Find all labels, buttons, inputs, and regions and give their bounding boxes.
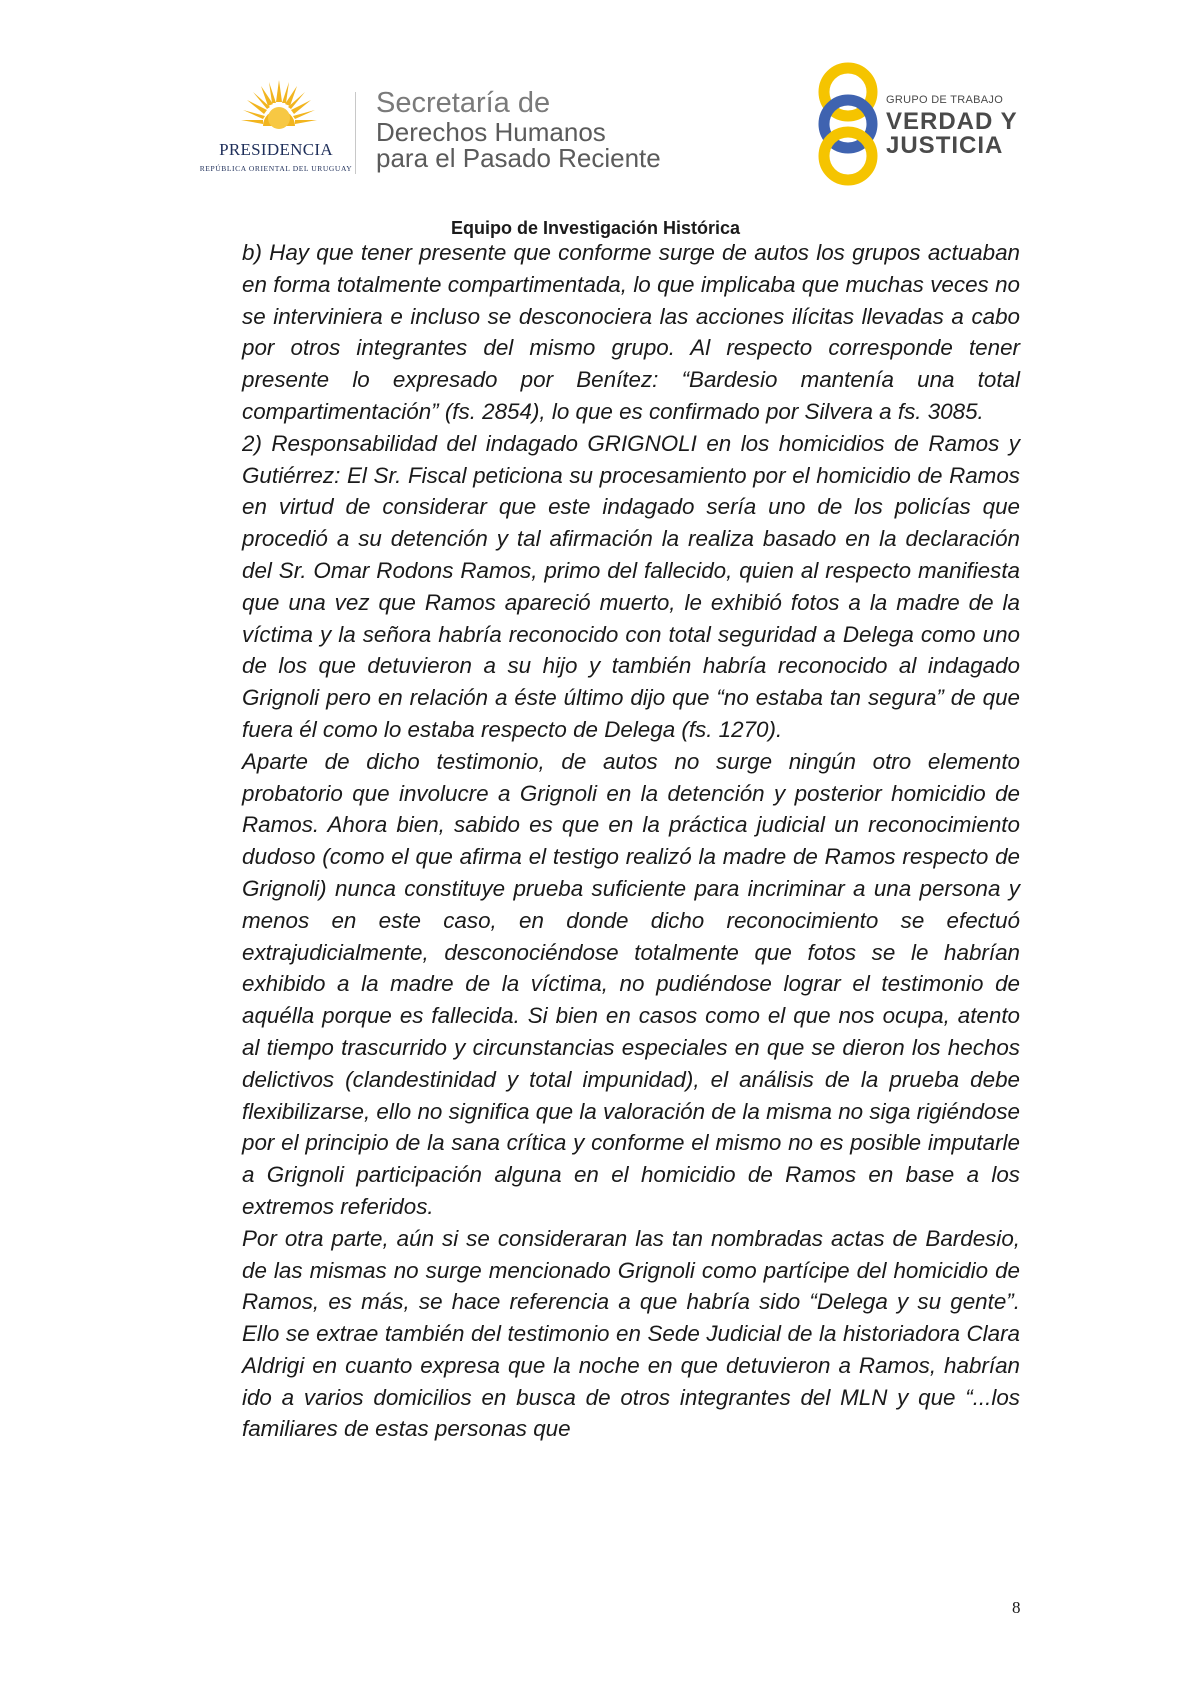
paragraph: b) Hay que tener presente que conforme surge de autos los grupos actuaban en forma totalmente compartimentada, lo que implicaba que muchas veces no se interviniera e incluso se desconociera las acciones ilícitas llevadas a cabo por otros integrantes del mismo grupo. Al respecto corresponde tener presente lo expresado por Benítez: “Bardesio mantenía una total compartimentación” (fs. 2854), lo que es confirmado por Silvera a fs. 3085. [242, 240, 1020, 424]
sun-icon [241, 78, 317, 138]
paragraph: 2) Responsabilidad del indagado GRIGNOLI en los homicidios de Ramos y Gutiérrez: El Sr. Fiscal peticiona su procesamiento por el homicidio de Ramos en virtud de considerar que este indagado sería uno de los policías que procedió a su detención y tal afirmación la realiza basado en la declaración del Sr. Omar Rodons Ramos, primo del fallecido, quien al respecto manifiesta que una vez que Ramos apareció muerto, le exhibió fotos a la madre de la víctima y la señora habría reconocido con total seguridad a Delega como uno de los que detuvieron a su hijo y también habría reconocido al indagado Grignoli pero en relación a éste último dijo que “no estaba tan segura” de que fuera él como lo estaba respecto de Delega (fs. 1270). [242, 430, 1020, 742]
rings-icon [812, 62, 884, 186]
grupo-verdad-justicia-logo [812, 62, 1032, 182]
header-divider [355, 92, 356, 174]
paragraph: Aparte de dicho testimonio, de autos no surge ningún otro elemento probatorio que involucre a Grignoli en la detención y posterior homicidio de Ramos. Ahora bien, sabido es que en la práctica judicial un reconocimiento dudoso (como el que afirma el testigo realizó la madre de Ramos respecto de Grignoli) nunca constituye prueba suficiente para incriminar a una persona y menos en este caso, en donde dicho reconocimiento se efectuó extrajudicialmente, desconociéndose totalmente que fotos se le habrían exhibido a la madre de la víctima, no pudiéndose lograr el testimonio de aquélla porque es fallecida. Si bien en casos como el que nos ocupa, atento al tiempo trascurrido y circunstancias especiales en que se dieron los hechos delictivos (clandestinidad y total impunidad), el análisis de la prueba debe flexibilizarse, ello no significa que la valoración de la misma no siga rigiéndose por el principio de la sana crítica y conforme el mismo no es posible imputarle a Grignoli participación alguna en el homicidio de Ramos en base a los extremos referidos. [242, 748, 1020, 1219]
page-number: 8 [1012, 1598, 1021, 1617]
presidencia-name: PRESIDENCIA [219, 140, 333, 159]
secretaria-line-2: Derechos Humanos [376, 117, 606, 147]
grupo-subtitle: GRUPO DE TRABAJO [886, 94, 1004, 106]
page-header [0, 0, 1191, 215]
paragraph: Por otra parte, aún si se consideraran las tan nombradas actas de Bardesio, de las mismas no surge mencionado Grignoli como partícipe del homicidio de Ramos, es más, se hace referencia a que habría sido “Delega y su gente”. Ello se extrae también del testimonio en Sede Judicial de la historiadora Clara Aldrigi en cuanto expresa que la noche en que detuvieron a Ramos, habrían ido a varios domicilios en busca de otros integrantes del MLN y que “...los familiares de estas personas que [242, 1225, 1020, 1442]
presidencia-logo [196, 78, 356, 178]
document-body [242, 237, 1020, 1445]
secretaria-line-3: para el Pasado Reciente [376, 143, 661, 173]
grupo-title-line-1: VERDAD Y [886, 108, 1018, 135]
secretaria-line-1: Secretaría de [376, 87, 551, 119]
grupo-title-line-2: JUSTICIA [886, 132, 1004, 159]
team-title: Equipo de Investigación Histórica [450, 218, 741, 238]
presidencia-subtitle: REPÚBLICA ORIENTAL DEL URUGUAY [199, 164, 353, 173]
secretaria-logo-text [376, 88, 661, 171]
